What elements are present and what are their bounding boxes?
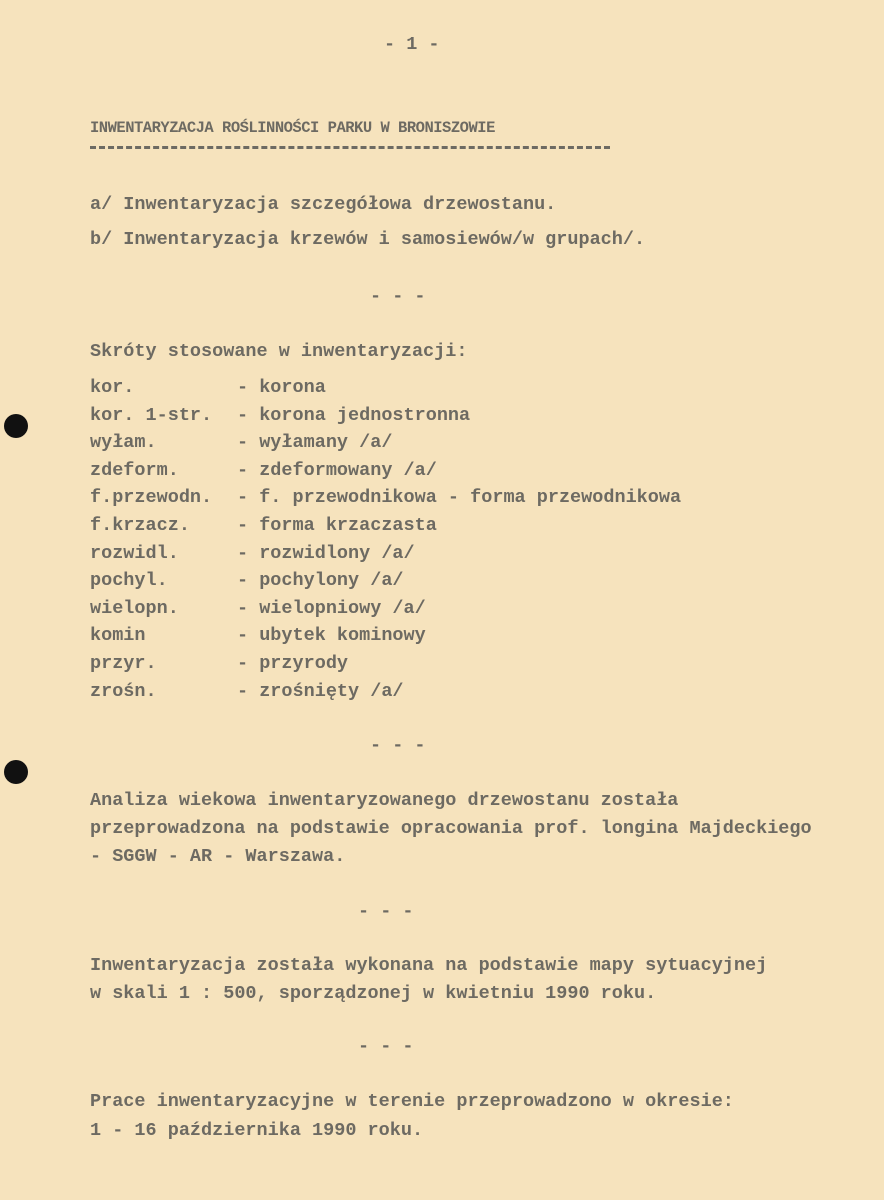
abbreviation-term: komin xyxy=(90,625,146,647)
abbreviation-term: zrośn. xyxy=(90,680,157,702)
fieldwork-line: Prace inwentaryzacyjne w terenie przeprowadzono w okresie: xyxy=(90,1091,734,1112)
abbreviation-meaning: - pochylony /a/ xyxy=(237,570,404,592)
section-b: b/ Inwentaryzacja krzewów i samosiewów/w grupach/. xyxy=(90,229,646,250)
abbreviation-term: pochyl. xyxy=(90,570,168,592)
map-line: Inwentaryzacja została wykonana na podstawie mapy sytuacyjnej xyxy=(90,955,768,976)
analysis-line: przeprowadzona na podstawie opracowania prof. longina Majdeckiego xyxy=(90,818,812,839)
abbreviation-term: f.krzacz. xyxy=(90,515,190,536)
abbreviation-term: kor. 1-str. xyxy=(90,404,213,426)
separator: - - - xyxy=(358,901,414,922)
page-number: - 1 - xyxy=(384,34,440,55)
abbreviation-meaning: - f. przewodnikowa - forma przewodnikowa xyxy=(237,487,682,509)
abbreviation-meaning: - zrośnięty /a/ xyxy=(237,680,404,702)
document-title: INWENTARYZACJA ROŚLINNOŚCI PARKU W BRONISZOWIE xyxy=(90,119,495,137)
abbreviation-term: wielopn. xyxy=(90,597,179,619)
abbreviation-term: przyr. xyxy=(90,653,157,674)
abbreviation-meaning: - wielopniowy /a/ xyxy=(237,597,426,619)
separator: - - - xyxy=(358,1036,414,1057)
punch-hole xyxy=(4,760,28,784)
abbreviations-heading: Skróty stosowane w inwentaryzacji: xyxy=(90,341,468,362)
abbreviation-term: kor. xyxy=(90,377,135,398)
fieldwork-line: 1 - 16 października 1990 roku. xyxy=(90,1120,424,1141)
abbreviation-meaning: - forma krzaczasta xyxy=(237,515,437,536)
separator: - - - xyxy=(370,735,426,756)
abbreviation-meaning: - korona xyxy=(237,377,326,398)
analysis-line: Analiza wiekowa inwentaryzowanego drzewostanu została xyxy=(90,790,679,811)
punch-hole xyxy=(4,414,28,438)
abbreviation-meaning: - ubytek kominowy xyxy=(237,625,426,647)
abbreviation-meaning: - zdeformowany /a/ xyxy=(237,459,437,481)
section-a: a/ Inwentaryzacja szczegółowa drzewostanu. xyxy=(90,194,557,215)
title-underline xyxy=(90,146,610,149)
abbreviation-meaning: - wyłamany /a/ xyxy=(237,432,393,454)
analysis-line: - SGGW - AR - Warszawa. xyxy=(90,846,346,867)
abbreviation-term: f.przewodn. xyxy=(90,487,213,509)
abbreviation-meaning: - korona jednostronna xyxy=(237,404,471,426)
separator: - - - xyxy=(370,286,426,307)
abbreviation-term: rozwidl. xyxy=(90,542,179,564)
abbreviation-meaning: - rozwidlony /a/ xyxy=(237,542,415,564)
abbreviation-term: wyłam. xyxy=(90,432,157,454)
abbreviation-meaning: - przyrody xyxy=(237,653,349,674)
map-line: w skali 1 : 500, sporządzonej w kwietniu 1990 roku. xyxy=(90,983,657,1004)
abbreviation-term: zdeform. xyxy=(90,459,179,481)
